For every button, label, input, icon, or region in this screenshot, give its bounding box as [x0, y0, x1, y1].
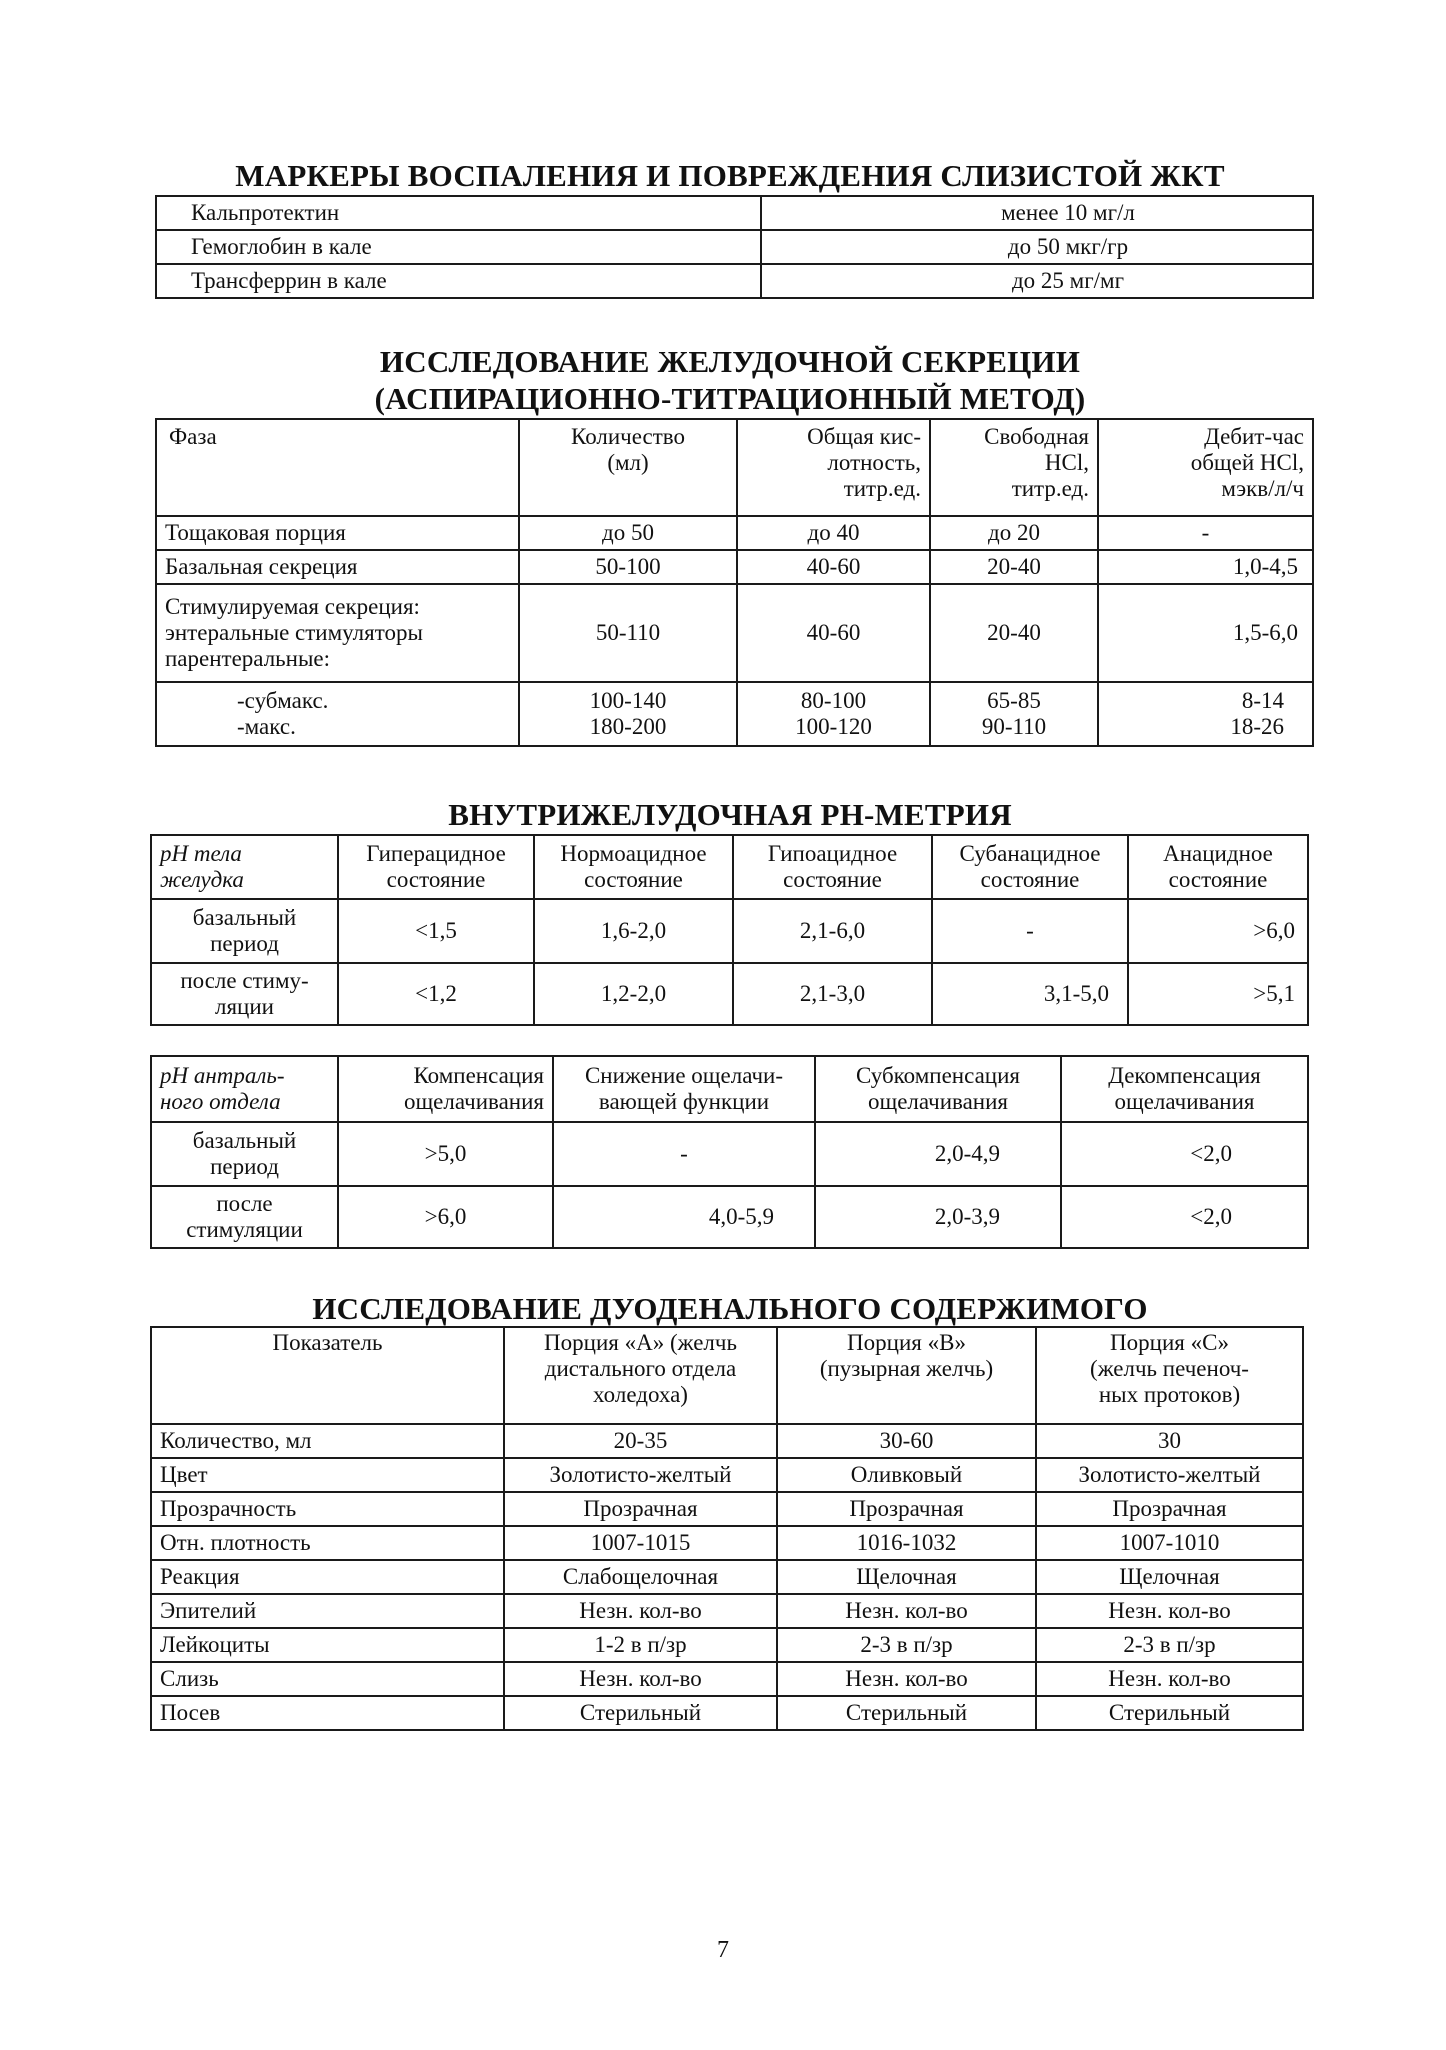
free-hcl-value: 65-85	[987, 688, 1041, 713]
table-row	[156, 230, 1313, 264]
portion-b-value: Незн. кол-во	[777, 1594, 1036, 1628]
portion-b-value: Незн. кол-во	[777, 1662, 1036, 1696]
ph-row-label	[151, 963, 338, 1025]
header-line: Дебит-час	[1204, 424, 1304, 449]
free-hcl-value: 20-40	[930, 584, 1098, 682]
parenteral-label: парентеральные:	[165, 646, 331, 671]
table-row	[156, 264, 1313, 298]
antral-row-label	[151, 1186, 338, 1248]
indicator-name: Эпителий	[151, 1594, 504, 1628]
marker-name: Гемоглобин в кале	[156, 230, 761, 264]
portion-c-value: 2-3 в п/зр	[1036, 1628, 1303, 1662]
table-row	[151, 1662, 1303, 1696]
total-acidity-value: 100-120	[795, 714, 872, 739]
ph-column-header	[932, 835, 1128, 899]
header-line: (мл)	[607, 450, 649, 475]
table-row	[151, 899, 1308, 963]
table-row	[156, 584, 1313, 682]
corner-line: желудка	[160, 867, 244, 892]
header-line: Порция «В»	[847, 1330, 966, 1355]
antral-row-label	[151, 1122, 338, 1186]
indicator-name: Количество, мл	[151, 1424, 504, 1458]
ph-title: ВНУТРИЖЕЛУДОЧНАЯ PH-МЕТРИЯ	[448, 797, 1012, 832]
portion-a-value: Прозрачная	[504, 1492, 777, 1526]
table-header-row	[156, 419, 1313, 516]
corner-line: pH тела	[160, 841, 242, 866]
duodenal-title: ИССЛЕДОВАНИЕ ДУОДЕНАЛЬНОГО СОДЕРЖИМОГО	[312, 1291, 1148, 1326]
ph-antral-table	[150, 1055, 1309, 1249]
antral-value: >5,0	[338, 1122, 553, 1186]
header-debit	[1098, 419, 1313, 516]
indicator-name: Отн. плотность	[151, 1526, 504, 1560]
header-total-acidity	[737, 419, 930, 516]
header-line: Порция «С»	[1110, 1330, 1229, 1355]
amount-value: 50-110	[519, 584, 737, 682]
marker-name: Кальпротектин	[156, 196, 761, 230]
header-line: титр.ед.	[1011, 476, 1089, 501]
marker-value: до 50 мкг/гр	[761, 230, 1313, 264]
table-row	[156, 550, 1313, 584]
table-header-row	[151, 1056, 1308, 1122]
antral-column-header	[338, 1056, 553, 1122]
header-free-hcl	[930, 419, 1098, 516]
row-label-line: после стиму-	[180, 968, 309, 993]
portion-c-value: Незн. кол-во	[1036, 1662, 1303, 1696]
portion-b-value: 1016-1032	[777, 1526, 1036, 1560]
header-line: Субкомпенсация	[855, 1063, 1020, 1088]
header-line: Порция «А» (желчь	[544, 1330, 737, 1355]
header-line: состояние	[1168, 867, 1268, 892]
table-row	[151, 1122, 1308, 1186]
header-line: общей HCl,	[1190, 450, 1304, 475]
portion-a-value: Незн. кол-во	[504, 1594, 777, 1628]
header-line: Гипоацидное	[767, 841, 898, 866]
debit-value: 1,5-6,0	[1098, 584, 1313, 682]
header-line: дистального отдела	[544, 1356, 737, 1381]
corner-line: pH антраль-	[160, 1063, 285, 1088]
table-row	[151, 1594, 1303, 1628]
header-line: титр.ед.	[843, 476, 921, 501]
table-header-row	[151, 835, 1308, 899]
row-label-line: период	[210, 931, 279, 956]
debit-value: 1,0-4,5	[1098, 550, 1313, 584]
row-label-line: стимуляции	[186, 1217, 303, 1242]
secretion-title-line2: (АСПИРАЦИОННО-ТИТРАЦИОННЫЙ МЕТОД)	[374, 381, 1086, 416]
antral-value: -	[553, 1122, 815, 1186]
free-hcl-values	[930, 682, 1098, 746]
table-row	[151, 1492, 1303, 1526]
marker-value: до 25 мг/мг	[761, 264, 1313, 298]
header-line: мэкв/л/ч	[1221, 476, 1304, 501]
header-line: вающей функции	[598, 1089, 770, 1114]
phase-label: Тощаковая порция	[156, 516, 519, 550]
portion-a-value: 1-2 в п/зр	[504, 1628, 777, 1662]
header-line: HCl,	[1044, 450, 1089, 475]
free-hcl-value: до 20	[930, 516, 1098, 550]
max-label: -макс.	[237, 714, 296, 739]
header-line: Гиперацидное	[366, 841, 506, 866]
debit-value: 18-26	[1230, 714, 1284, 739]
portion-b-value: Прозрачная	[777, 1492, 1036, 1526]
header-line: ощелачивания	[867, 1089, 1009, 1114]
header-line: Анацидное	[1163, 841, 1273, 866]
row-label-line: базальный	[192, 1128, 297, 1153]
row-label-line: ляции	[215, 994, 274, 1019]
ph-column-header	[534, 835, 733, 899]
ph-row-label	[151, 899, 338, 963]
portion-b-value: 2-3 в п/зр	[777, 1628, 1036, 1662]
antral-value: 2,0-3,9	[815, 1186, 1061, 1248]
portion-c-value: Золотисто-желтый	[1036, 1458, 1303, 1492]
portion-c-value: 30	[1036, 1424, 1303, 1458]
submax-label: -субмакс.	[237, 688, 329, 713]
table-row	[151, 1526, 1303, 1560]
ph-value: 1,6-2,0	[534, 899, 733, 963]
ph-value: 1,2-2,0	[534, 963, 733, 1025]
header-portion-a	[504, 1327, 777, 1424]
antral-value: 4,0-5,9	[553, 1186, 815, 1248]
debit-value: 8-14	[1241, 688, 1284, 713]
antral-value: <2,0	[1061, 1122, 1308, 1186]
amount-value: 100-140	[589, 688, 667, 713]
total-acidity-value: 40-60	[737, 584, 930, 682]
amount-value: 50-100	[519, 550, 737, 584]
duodenal-table	[150, 1326, 1304, 1731]
markers-title: МАРКЕРЫ ВОСПАЛЕНИЯ И ПОВРЕЖДЕНИЯ СЛИЗИСТОЙ ЖКТ	[235, 158, 1225, 193]
marker-name: Трансферрин в кале	[156, 264, 761, 298]
page-number: 7	[717, 1937, 729, 1963]
corner-line: ного отдела	[160, 1089, 281, 1114]
ph-value: <1,2	[338, 963, 534, 1025]
table-row	[151, 1186, 1308, 1248]
ph-value: -	[932, 899, 1128, 963]
row-label-line: после	[216, 1191, 273, 1216]
portion-a-value: 20-35	[504, 1424, 777, 1458]
portion-b-value: Оливковый	[777, 1458, 1036, 1492]
debit-value: -	[1098, 516, 1313, 550]
portion-c-value: Щелочная	[1036, 1560, 1303, 1594]
free-hcl-value: 20-40	[930, 550, 1098, 584]
header-line: Общая кис-	[807, 424, 921, 449]
antral-column-header	[1061, 1056, 1308, 1122]
antral-value: <2,0	[1061, 1186, 1308, 1248]
antral-column-header	[553, 1056, 815, 1122]
indicator-name: Реакция	[151, 1560, 504, 1594]
indicator-name: Прозрачность	[151, 1492, 504, 1526]
header-line: ощелачивания	[403, 1089, 544, 1114]
header-phase: Фаза	[156, 419, 519, 516]
portion-a-value: Слабощелочная	[504, 1560, 777, 1594]
ph-body-table	[150, 834, 1309, 1026]
phase-label-stimulated	[156, 584, 519, 682]
portion-b-value: 30-60	[777, 1424, 1036, 1458]
ph-value: 3,1-5,0	[932, 963, 1128, 1025]
phase-label: Базальная секреция	[156, 550, 519, 584]
table-header-row	[151, 1327, 1303, 1424]
header-line: лотность,	[827, 450, 921, 475]
amount-values	[519, 682, 737, 746]
ph-value: >6,0	[1128, 899, 1308, 963]
table-row	[151, 1696, 1303, 1730]
header-portion-b	[777, 1327, 1036, 1424]
header-line: Нормоацидное	[560, 841, 707, 866]
enteral-label: энтеральные стимуляторы	[165, 620, 423, 645]
ph-column-header	[1128, 835, 1308, 899]
markers-table	[155, 195, 1314, 299]
header-line: состояние	[386, 867, 486, 892]
header-line: Количество	[571, 424, 685, 449]
ph-body-corner	[151, 835, 338, 899]
table-row	[156, 682, 1313, 746]
portion-b-value: Щелочная	[777, 1560, 1036, 1594]
antral-value: 2,0-4,9	[815, 1122, 1061, 1186]
portion-c-value: Незн. кол-во	[1036, 1594, 1303, 1628]
header-line: Снижение ощелачи-	[584, 1063, 784, 1088]
antral-value: >6,0	[338, 1186, 553, 1248]
table-row	[151, 963, 1308, 1025]
portion-c-value: Стерильный	[1036, 1696, 1303, 1730]
ph-column-header	[338, 835, 534, 899]
table-row	[156, 196, 1313, 230]
header-line: Декомпенсация	[1108, 1063, 1261, 1088]
ph-value: <1,5	[338, 899, 534, 963]
portion-b-value: Стерильный	[777, 1696, 1036, 1730]
header-line: Субанацидное	[959, 841, 1101, 866]
table-row	[151, 1458, 1303, 1492]
total-acidity-value: 40-60	[737, 550, 930, 584]
ph-antral-corner	[151, 1056, 338, 1122]
portion-c-value: 1007-1010	[1036, 1526, 1303, 1560]
header-line: состояние	[584, 867, 683, 892]
total-acidity-value: до 40	[737, 516, 930, 550]
ph-column-header	[733, 835, 932, 899]
ph-value: 2,1-6,0	[733, 899, 932, 963]
row-label-line: базальный	[192, 905, 297, 930]
table-row	[151, 1628, 1303, 1662]
header-line: Компенсация	[413, 1063, 544, 1088]
row-label-line: период	[210, 1154, 279, 1179]
antral-column-header	[815, 1056, 1061, 1122]
total-acidity-values	[737, 682, 930, 746]
portion-a-value: 1007-1015	[504, 1526, 777, 1560]
header-line: (желчь печеноч-	[1090, 1356, 1249, 1381]
header-amount	[519, 419, 737, 516]
portion-a-value: Незн. кол-во	[504, 1662, 777, 1696]
ph-value: 2,1-3,0	[733, 963, 932, 1025]
header-portion-c	[1036, 1327, 1303, 1424]
header-line: ных протоков)	[1098, 1382, 1241, 1407]
table-row	[156, 516, 1313, 550]
header-line: холедоха)	[593, 1382, 688, 1407]
indicator-name: Цвет	[151, 1458, 504, 1492]
ph-value: >5,1	[1128, 963, 1308, 1025]
total-acidity-value: 80-100	[800, 688, 867, 713]
header-line: ощелачивания	[1114, 1089, 1255, 1114]
portion-a-value: Стерильный	[504, 1696, 777, 1730]
secretion-table	[155, 418, 1314, 747]
table-row	[151, 1560, 1303, 1594]
header-line: Свободная	[984, 424, 1089, 449]
amount-value: 180-200	[589, 714, 667, 739]
marker-value: менее 10 мг/л	[761, 196, 1313, 230]
debit-values	[1098, 682, 1313, 746]
header-indicator: Показатель	[151, 1327, 504, 1424]
portion-c-value: Прозрачная	[1036, 1492, 1303, 1526]
table-row	[151, 1424, 1303, 1458]
free-hcl-value: 90-110	[981, 714, 1047, 739]
indicator-name: Лейкоциты	[151, 1628, 504, 1662]
amount-value: до 50	[519, 516, 737, 550]
secretion-title-line1: ИССЛЕДОВАНИЕ ЖЕЛУДОЧНОЙ СЕКРЕЦИИ	[379, 344, 1081, 379]
indicator-name: Слизь	[151, 1662, 504, 1696]
phase-label-parenteral	[156, 682, 519, 746]
portion-a-value: Золотисто-желтый	[504, 1458, 777, 1492]
header-line: состояние	[980, 867, 1080, 892]
indicator-name: Посев	[151, 1696, 504, 1730]
header-line: состояние	[783, 867, 882, 892]
stimulated-label: Стимулируемая секреция:	[165, 594, 420, 619]
header-line: (пузырная желчь)	[819, 1356, 994, 1381]
